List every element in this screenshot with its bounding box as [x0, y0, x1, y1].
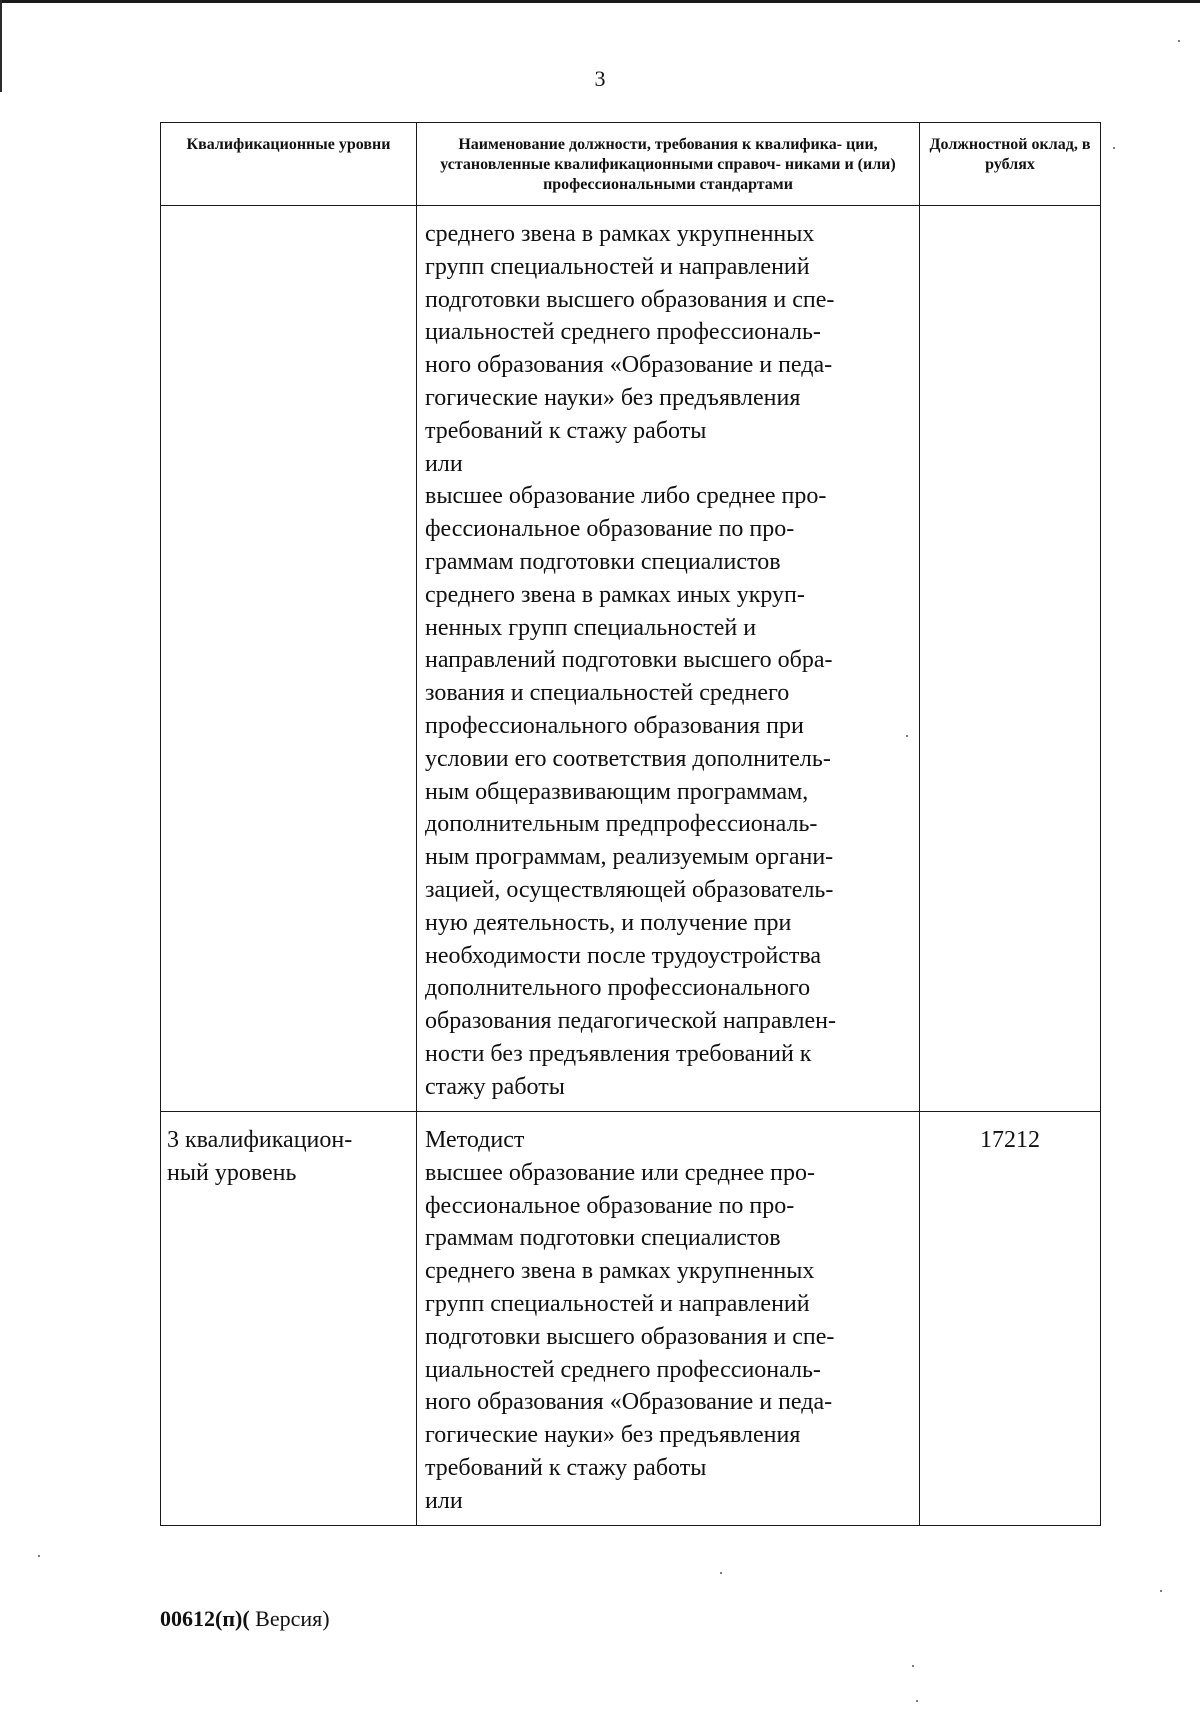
scan-speck — [1113, 147, 1115, 149]
document-code-version: Версия) — [249, 1606, 330, 1631]
level-cell — [161, 206, 417, 1112]
level-text — [161, 206, 416, 218]
requirements-text: среднего звена в рамках укрупненных групп специальностей и направлений подготовки высшего образования и спе- циальностей среднего профессиональ- ного образования «Образование и педа- гогические науки» без предъявления требований к стажу работы или высшее образование либо среднее про- фессиональное образование по про- граммам подготовки специалистов среднего звена в рамках иных укруп- ненных групп специальностей и направлений подготовки высшего обра- зования и специальностей среднего профессионального образования при условии его соответствия дополнитель- ным общеразвивающим программам, дополнительным предпрофессиональ- ным программам, реализуемым органи- зацией, осуществляющей образователь- ную деятельность, и получение при необходимости после трудоустройства дополнительного профессионального образования педагогической направлен- ности без предъявления требований к стажу работы — [425, 221, 836, 1100]
header-label: Наименование должности, требования к квалифика- ции, установленные квалификационными справоч- никами и (или) профессиональными стандартами — [440, 136, 896, 193]
qualification-table — [160, 122, 1101, 1526]
table-row — [161, 206, 1101, 1112]
scan-speck — [1160, 1590, 1162, 1592]
salary-value: 17212 — [980, 1127, 1040, 1153]
salary-value — [920, 206, 1100, 218]
level-text: 3 квалификацион- ный уровень — [167, 1127, 353, 1186]
scan-speck — [912, 1665, 914, 1667]
header-label: Должностной оклад, в рублях — [929, 136, 1091, 173]
scan-speck — [916, 1700, 918, 1702]
header-label: Квалификационные уровни — [186, 136, 391, 153]
document-code — [160, 1606, 330, 1632]
salary-cell — [920, 1112, 1101, 1526]
requirements-cell — [417, 1112, 920, 1526]
requirements-cell — [417, 206, 920, 1112]
header-salary — [920, 123, 1101, 206]
page-number: 3 — [594, 66, 606, 91]
table-row — [161, 1112, 1101, 1526]
salary-cell — [920, 206, 1101, 1112]
header-qualification-levels — [161, 123, 417, 206]
scan-speck — [1178, 40, 1180, 42]
scan-speck — [38, 1555, 40, 1557]
level-cell — [161, 1112, 417, 1526]
scan-speck — [906, 735, 908, 737]
table-header-row — [161, 123, 1101, 206]
document-code-number: 00612(п)( — [160, 1606, 250, 1631]
header-position-requirements — [417, 123, 920, 206]
requirements-text: Методист высшее образование или среднее про- фессиональное образование по про- граммам подготовки специалистов среднего звена в рамках укрупненных групп специальностей и направлений подготовки высшего образования и спе- циальностей среднего профессиональ- ного образования «Образование и педа- гогические науки» без предъявления требований к стажу работы или — [425, 1127, 835, 1514]
scan-speck — [720, 1572, 722, 1574]
scan-border-top — [0, 0, 1200, 3]
